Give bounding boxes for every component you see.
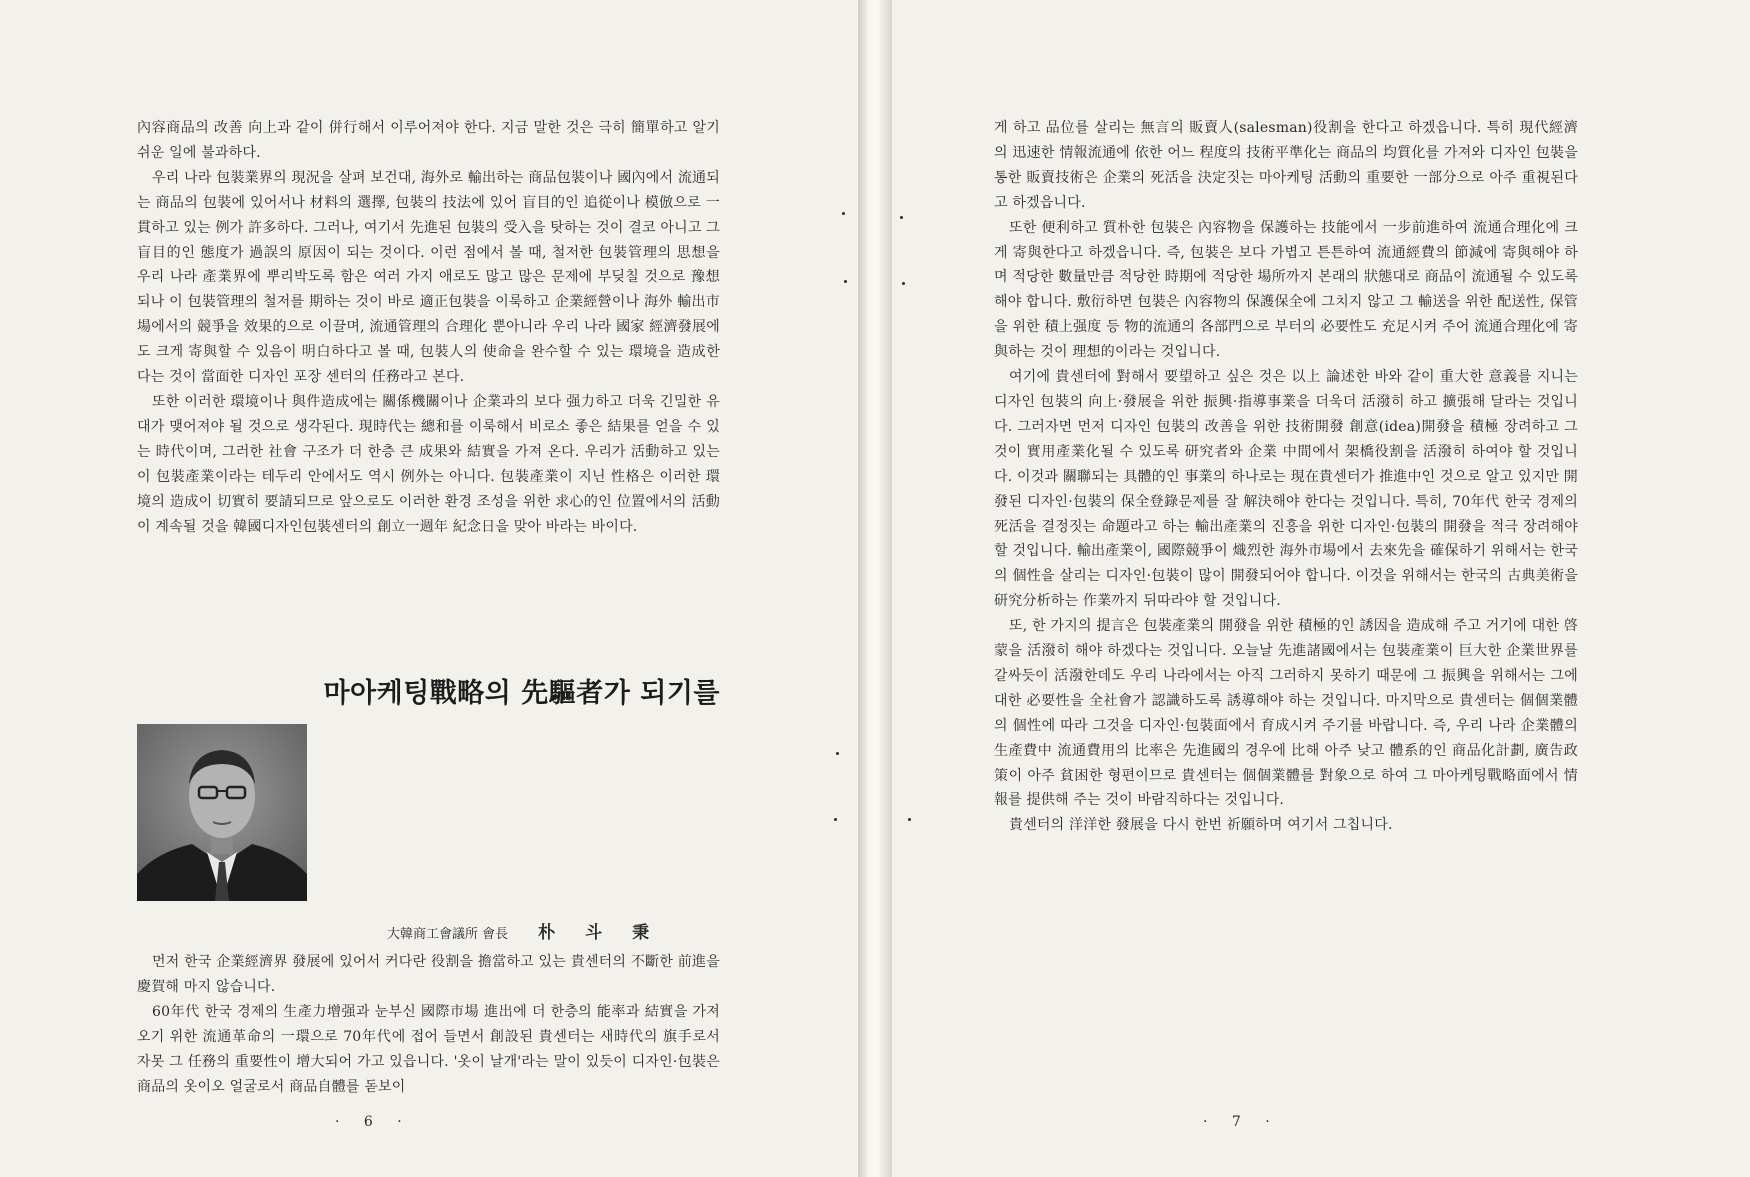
paragraph: 또한 便利하고 質朴한 包裝은 內容物을 保護하는 技能에서 一步前進하여 流通合理化에 크게 寄與한다고 하겠읍니다. 즉, 包裝은 보다 가볍고 튼튼하여 流通經費의 節減에 寄與해야 하며 적당한 數量만큼 적당한 時期에 적당한 場所까지 본래의 狀態대로 商品이 流通될 수 있도록 해야 합니다. 敷衍하면 包裝은 內容物의 保護保全에 그치지 않고 그 輸送을 위한 配送性, 保管을 위한 積上强度 등 物的流通의 各部門으로 부터의 必要性도 充足시켜 주어 流通合理化에 寄與하는 것이 理想的이라는 것입니다. — [994, 219, 1578, 361]
article-headline: 마아케팅戰略의 先驅者가 되기를 — [323, 678, 720, 709]
right-text — [994, 116, 1578, 838]
speck — [844, 280, 847, 283]
left-page — [0, 0, 858, 1177]
left-top-text — [137, 116, 720, 539]
author-name: 朴斗秉 — [538, 923, 680, 943]
page-number: · 6 · — [335, 1114, 412, 1130]
book-gutter — [858, 0, 892, 1177]
paragraph: 먼저 한국 企業經濟界 發展에 있어서 커다란 役割을 擔當하고 있는 貴센터의 不斷한 前進을 慶賀해 마지 않습니다. — [137, 954, 720, 995]
speck — [902, 282, 905, 285]
speck — [836, 752, 839, 755]
paragraph: 內容商品의 改善 向上과 같이 併行해서 이루어져야 한다. 지금 말한 것은 극히 簡單하고 알기 쉬운 일에 불과하다. — [137, 120, 720, 161]
speck — [900, 216, 903, 219]
paragraph: 게 하고 品位를 살리는 無言의 販賣人(salesman)役割을 한다고 하겠읍니다. 특히 現代經濟의 迅速한 情報流通에 依한 어느 程度의 技術平準化는 商品의 均質化를 가져와 디자인 包裝을 통한 販賣技術은 企業의 死活을 決定짓는 마아케팅 活動의 重要한 一部分으로 아주 重視된다고 하겠읍니다. — [994, 120, 1578, 211]
page-number: · 7 · — [1203, 1114, 1280, 1130]
paragraph: 貴센터의 洋洋한 發展을 다시 한번 祈願하며 여기서 그칩니다. — [1009, 817, 1393, 834]
speck — [908, 818, 911, 821]
author-organization: 大韓商工會議所 會長 — [387, 927, 509, 942]
left-bottom-text — [137, 950, 720, 1099]
paragraph: 60年代 한국 경제의 生產力增强과 눈부신 國際市場 進出에 더 한층의 能率과 結實을 가져오기 위한 流通革命의 一環으로 70年代에 접어 들면서 創設된 貴센터는 새時代의 旗手로서 자못 그 任務의 重要性이 增大되어 가고 있읍니다. '옷이 날개'라는 말이 있듯이 디자인·包裝은 商品의 옷이오 얼굴로서 商品自體를 돋보이 — [137, 1003, 720, 1095]
paragraph: 여기에 貴센터에 對해서 要望하고 싶은 것은 以上 論述한 바와 같이 重大한 意義를 지니는 디자인 包裝의 向上·發展을 위한 振興·指導事業을 더욱더 活潑히 하고 擴張해 달라는 것입니다. 그러자면 먼저 디자인 包裝의 改善을 위한 技術開發 創意(idea)開發을 積極 장려하고 그것이 實用產業化될 수 있도록 研究者와 企業 中間에서 架橋役割을 活潑히 하여야 할 것입니다. 이것과 關聯되는 具體的인 事業의 하나로는 現在貴센터가 推進中인 것으로 알고 있지만 開發된 디자인·包裝의 保全登錄문제를 잘 解決해야 한다는 것입니다. 특히, 70年代 한국 경제의 死活을 결정짓는 命題라고 하는 輸出產業의 진흥을 위한 디자인·包裝의 開發을 적극 장려해야 할 것입니다. 輸出產業이, 國際競爭이 熾烈한 海外市場에서 去來先을 確保하기 위해서는 한국의 個性을 살리는 디자인·包裝이 많이 開發되어야 합니다. 이것을 위해서는 한국의 古典美術을 研究分析하는 作業까지 뒤따라야 할 것입니다. — [994, 369, 1578, 610]
author-portrait-photo — [137, 724, 307, 901]
author-byline — [387, 918, 679, 943]
paragraph: 또, 한 가지의 提言은 包裝產業의 開發을 위한 積極的인 誘因을 造成해 주고 거기에 대한 啓蒙을 活潑히 해야 하겠다는 것입니다. 오늘날 先進諸國에서는 包裝產業이 巨大한 企業世界를 갈싸듯이 活潑한데도 우리 나라에서는 아직 그러하지 못하기 때문에 그 振興을 위해서는 그에 대한 必要性을 全社會가 認識하도록 誘導해야 하는 것입니다. 마지막으로 貴센터는 個個業體의 個性에 따라 그것을 디자인·包裝面에서 育成시켜 주기를 바랍니다. 즉, 우리 나라 企業體의 生產費中 流通費用의 比率은 先進國의 경우에 比해 아주 낮고 體系的인 商品化計劃, 廣告政策이 아주 貧困한 형편이므로 貴센터는 個個業體를 對象으로 하여 그 마아케팅戰略面에서 情報를 提供해 주는 것이 바람직하다는 것입니다. — [994, 618, 1578, 809]
paragraph: 또한 이러한 環境이나 與件造成에는 關係機關이나 企業과의 보다 强力하고 더욱 긴밀한 유대가 맺어져야 될 것으로 생각된다. 現時代는 總和를 이룩해서 비로소 좋은 結果를 얻을 수 있는 時代이며, 그러한 社會 구조가 더 한층 큰 成果와 結實을 가져 온다. 우리가 活動하고 있는 이 包裝產業이라는 테두리 안에서도 역시 例外는 아니다. 包裝產業이 지닌 性格은 이러한 環境의 造成이 切實히 要請되므로 앞으로도 이러한 환경 조성을 위한 求心的인 位置에서의 活動이 계속될 것을 韓國디자인包裝센터의 創立一週年 紀念日을 맞아 바라는 바이다. — [137, 393, 720, 535]
paragraph: 우리 나라 包裝業界의 現況을 살펴 보건대, 海外로 輸出하는 商品包裝이나 國內에서 流通되는 商品의 包裝에 있어서나 材料의 選擇, 包裝의 技法에 있어 盲目的인 追從이나 模倣으로 一貫하고 있는 例가 許多하다. 그러나, 여기서 先進된 包裝의 受入을 탓하는 것이 결코 아니고 그 盲目的인 態度가 過誤의 原因이 되는 것이다. 이런 점에서 볼 때, 철저한 包裝管理의 思想을 우리 나라 產業界에 뿌리박도록 함은 여러 가지 애로도 많고 많은 문제에 부딪칠 것으로 豫想되나 이 包裝管理의 철저를 期하는 것이 바로 適正包裝을 이룩하고 企業經營이나 海外 輸出市場에서의 競爭을 效果的으로 이끌며, 流通管理의 合理化 뿐아니라 우리 나라 國家 經濟發展에도 크게 寄與할 수 있음이 明白하다고 볼 때, 包裝人의 使命을 완수할 수 있는 環境을 造成한다는 것이 當面한 디자인 포장 센터의 任務라고 본다. — [137, 169, 720, 386]
speck — [834, 818, 837, 821]
right-page — [892, 0, 1750, 1177]
speck — [842, 212, 845, 215]
